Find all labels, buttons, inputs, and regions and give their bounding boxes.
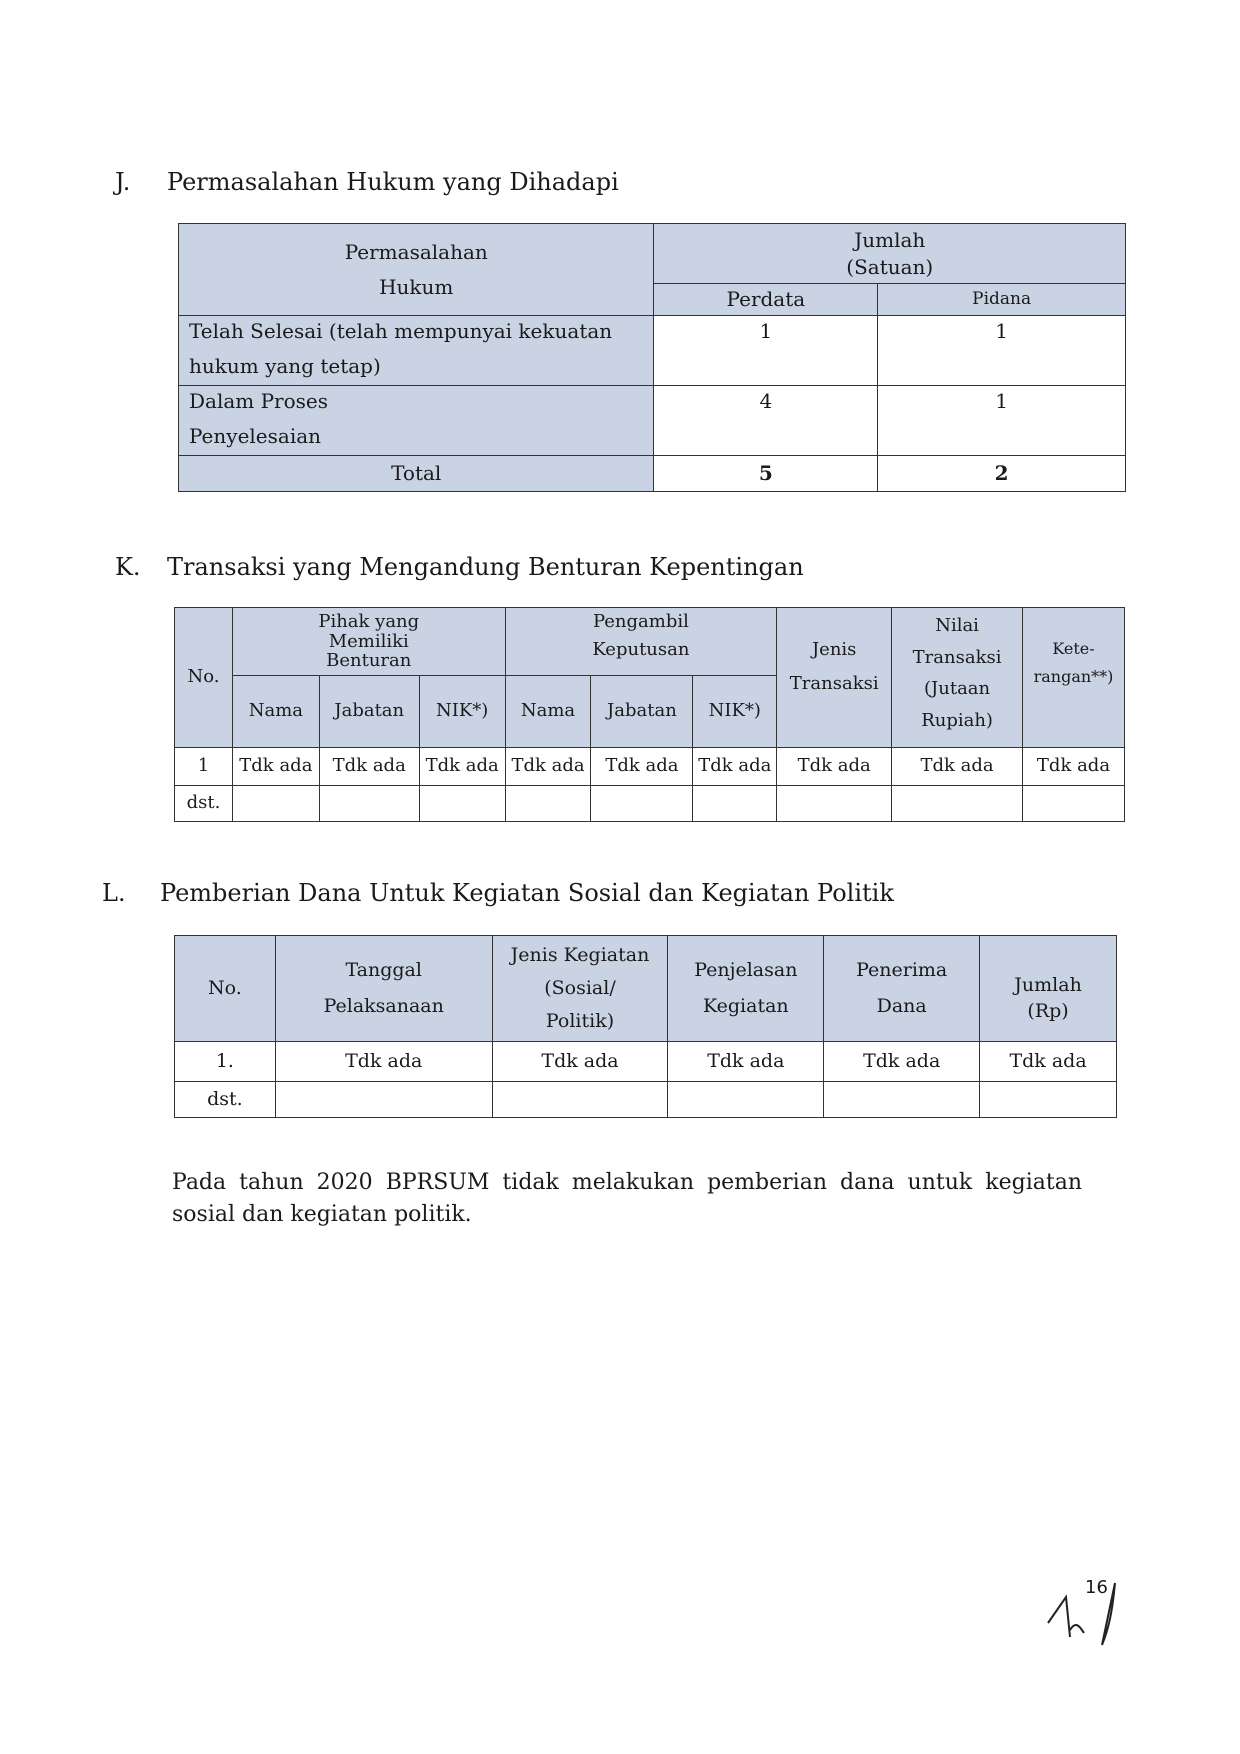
header-criminal: Pidana <box>878 284 1126 316</box>
table-row <box>175 748 1125 786</box>
table-row <box>179 316 1126 386</box>
cell-name-decision: Tdk ada <box>505 748 591 786</box>
cell-recipient: Tdk ada <box>824 1042 980 1082</box>
cell-activity-type: Tdk ada <box>492 1042 668 1082</box>
cell-amount: Tdk ada <box>980 1042 1117 1082</box>
funding-note: Pada tahun 2020 BPRSUM tidak melakukan pemberian dana untuk kegiatan sosial dan kegiatan politik. <box>172 1170 1082 1227</box>
cell-no: dst. <box>175 1082 276 1118</box>
table-row <box>179 386 1126 456</box>
header-description: Penjelasan Kegiatan <box>668 936 824 1042</box>
header-notes: Kete- rangan**) <box>1023 608 1125 748</box>
header-transaction-value: Nilai Transaksi (Jutaan Rupiah) <box>892 608 1023 748</box>
legal-issues-table <box>178 223 1126 492</box>
section-j-letter: J. <box>115 168 131 196</box>
header-name-decision: Nama <box>505 676 591 748</box>
cell-name: Tdk ada <box>232 748 319 786</box>
header-nik: NIK*) <box>419 676 505 748</box>
section-l-heading <box>102 879 894 907</box>
initials-signature <box>1040 1575 1140 1655</box>
header-no: No. <box>175 608 233 748</box>
section-j-heading <box>115 168 619 196</box>
header-transaction-type: Jenis Transaksi <box>777 608 892 748</box>
header-amount: Jumlah (Satuan) <box>654 224 1126 284</box>
cell-no: dst. <box>175 786 233 822</box>
cell-transaction-type: Tdk ada <box>777 748 892 786</box>
cell-transaction-value: Tdk ada <box>892 748 1023 786</box>
header-party: Pihak yang Memiliki Benturan <box>232 608 505 676</box>
cell-date: Tdk ada <box>275 1042 492 1082</box>
section-k-title: Transaksi yang Mengandung Benturan Kepentingan <box>167 553 804 581</box>
header-decision-maker: Pengambil Keputusan <box>505 608 777 676</box>
row-label: Dalam Proses Penyelesaian <box>179 386 654 456</box>
cell-nik: Tdk ada <box>419 748 505 786</box>
total-criminal: 2 <box>878 456 1126 492</box>
header-amount: Jumlah (Rp) <box>980 936 1117 1042</box>
cell-position-decision: Tdk ada <box>591 748 693 786</box>
conflict-of-interest-table <box>174 607 1125 822</box>
civil-count: 1 <box>654 316 878 386</box>
row-label: Telah Selesai (telah mempunyai kekuatan hukum yang tetap) <box>179 316 654 386</box>
total-civil: 5 <box>654 456 878 492</box>
criminal-count: 1 <box>878 386 1126 456</box>
header-no: No. <box>175 936 276 1042</box>
section-l-title: Pemberian Dana Untuk Kegiatan Sosial dan Kegiatan Politik <box>160 879 894 907</box>
cell-no: 1 <box>175 748 233 786</box>
table-row <box>175 786 1125 822</box>
civil-count: 4 <box>654 386 878 456</box>
section-k-letter: K. <box>115 553 141 581</box>
table-row <box>175 1082 1117 1118</box>
table-row <box>175 1042 1117 1082</box>
section-l-letter: L. <box>102 879 126 907</box>
section-j-title: Permasalahan Hukum yang Dihadapi <box>167 168 619 196</box>
cell-no: 1. <box>175 1042 276 1082</box>
social-political-funding-table <box>174 935 1117 1118</box>
page-number: 16 <box>1085 1577 1108 1598</box>
cell-notes: Tdk ada <box>1023 748 1125 786</box>
header-activity-type: Jenis Kegiatan (Sosial/ Politik) <box>492 936 668 1042</box>
header-civil: Perdata <box>654 284 878 316</box>
criminal-count: 1 <box>878 316 1126 386</box>
header-date: Tanggal Pelaksanaan <box>275 936 492 1042</box>
header-position: Jabatan <box>319 676 419 748</box>
header-recipient: Penerima Dana <box>824 936 980 1042</box>
cell-position: Tdk ada <box>319 748 419 786</box>
total-label: Total <box>179 456 654 492</box>
header-position-decision: Jabatan <box>591 676 693 748</box>
header-problem: Permasalahan Hukum <box>179 224 654 316</box>
cell-description: Tdk ada <box>668 1042 824 1082</box>
section-k-heading <box>115 553 804 581</box>
header-nik-decision: NIK*) <box>693 676 777 748</box>
total-row <box>179 456 1126 492</box>
cell-nik-decision: Tdk ada <box>693 748 777 786</box>
header-name: Nama <box>232 676 319 748</box>
